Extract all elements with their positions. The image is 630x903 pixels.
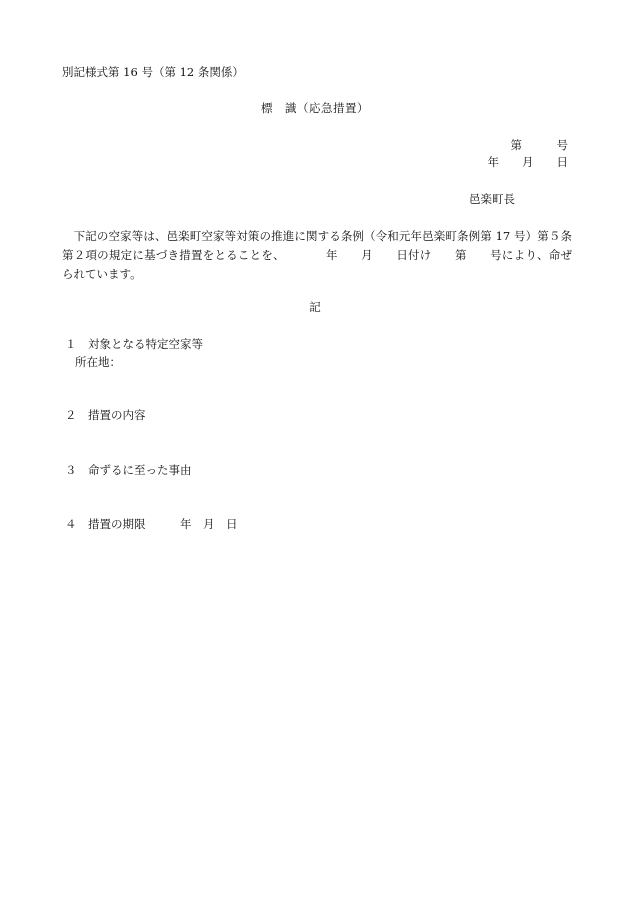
item-measure-content: ２ 措置の内容 bbox=[65, 408, 146, 422]
document-title: 標 識（応急措置） bbox=[261, 101, 369, 115]
item-location-label: 所在地： bbox=[75, 355, 121, 369]
issuer-name: 邑楽町長 bbox=[469, 192, 515, 206]
item-reason: ３ 命ずるに至った事由 bbox=[65, 463, 192, 477]
document-number: 第 号 bbox=[510, 138, 568, 152]
body-paragraph: 下記の空家等は、邑楽町空家等対策の推進に関する条例（令和元年邑楽町条例第 17 号）第５条第２項の規定に基づき措置をとることを、 年 月 日付け 第 号により、命ぜられています。 bbox=[62, 229, 572, 281]
ki-heading: 記 bbox=[309, 300, 321, 314]
form-label: 別記様式第 16 号（第 12 条関係） bbox=[62, 65, 244, 79]
document-date: 年 月 日 bbox=[487, 155, 568, 169]
item-deadline: ４ 措置の期限 年 月 日 bbox=[65, 517, 238, 531]
item-target-property: １ 対象となる特定空家等 bbox=[65, 337, 203, 351]
